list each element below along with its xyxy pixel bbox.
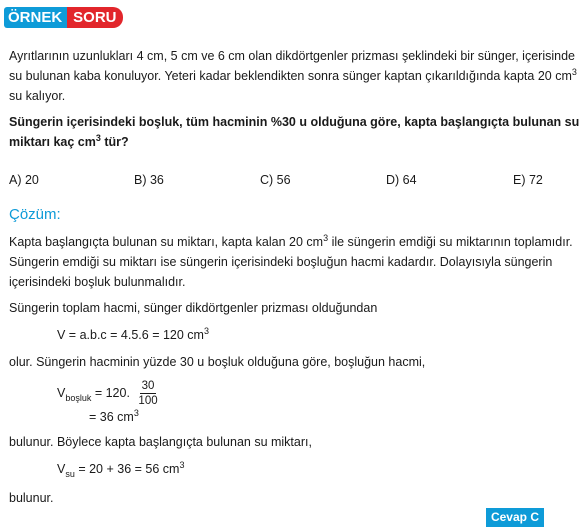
question-line-1: Ayrıtlarının uzunlukları 4 cm, 5 cm ve 6 cm olan dikdörtgenler prizması şeklindeki bir sünger, içerisinde xyxy=(9,49,575,63)
solution-p5: bulunur. xyxy=(9,491,54,505)
option-c: C) 56 xyxy=(260,173,291,187)
question-bold-line-2: miktarı kaç $cm^3$ tür? xyxy=(9,133,129,149)
option-e: E) 72 xyxy=(513,173,543,187)
option-a: A) 20 xyxy=(9,173,39,187)
fraction-30-100: $\frac{30}{100}$ xyxy=(138,380,158,407)
solution-p3: olur. Süngerin hacminin yüzde 30 u boşluk olduğuna göre, boşluğun hacmi, xyxy=(9,355,426,369)
answer-badge: Cevap C xyxy=(486,508,544,527)
equation-void-volume: $V_{boşluk} = 120$. $\frac{30}{100}$ xyxy=(57,380,158,407)
soru-label: SORU xyxy=(67,7,122,28)
ornek-soru-header xyxy=(4,7,123,28)
option-d: D) 64 xyxy=(386,173,417,187)
solution-p1-line-1: Kapta başlangıçta bulunan su miktarı, kapta kalan 20 $cm^3$ ile süngerin emdiği su miktarının toplamıdır. xyxy=(9,233,573,249)
question-line-2: su bulunan kaba konuluyor. Yeteri kadar beklendikten sonra sünger kaptan çıkarıldığında kapta 20 $cm^3$ xyxy=(9,67,577,83)
solution-p1-line-2: Süngerin emdiği su miktarı ise süngerin içerisindeki boşluğun hacmi kadardır. Dolayısıyla süngerin xyxy=(9,255,553,269)
option-b: B) 36 xyxy=(134,173,164,187)
question-bold-line-1: Süngerin içerisindeki boşluk, tüm hacminin %30 u olduğuna göre, kapta başlangıçta bulunan su xyxy=(9,115,579,129)
solution-p4: bulunur. Böylece kapta başlangıçta bulunan su miktarı, xyxy=(9,435,312,449)
equation-void-result: = 36 $cm^3$ xyxy=(89,408,139,424)
solution-p1-line-3: içerisindeki boşluk bulunmalıdır. xyxy=(9,275,186,289)
solution-title: Çözüm: xyxy=(9,206,61,223)
question-line-3: su kalıyor. xyxy=(9,89,66,103)
equation-water-volume: $V_{su} = 20 + 36 = 56$ $cm^3$ xyxy=(57,460,185,479)
solution-p2: Süngerin toplam hacmi, sünger dikdörtgenler prizması olduğundan xyxy=(9,301,378,315)
ornek-label: ÖRNEK xyxy=(4,7,67,28)
equation-total-volume: V = a.b.c = 4.5.6 = 120 $cm^3$ xyxy=(57,326,209,342)
